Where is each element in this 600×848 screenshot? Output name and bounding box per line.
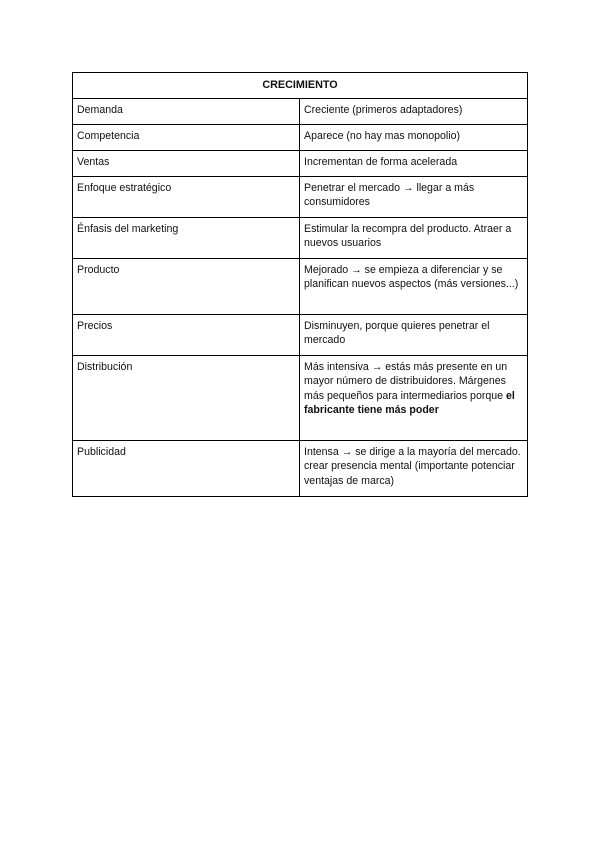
crecimiento-table — [72, 72, 528, 497]
row-label: Precios — [73, 314, 300, 355]
document-page — [72, 72, 527, 497]
row-value: Creciente (primeros adaptadores) — [300, 98, 528, 124]
row-label: Distribución — [73, 355, 300, 440]
row-value: Disminuyen, porque quieres penetrar el mercado — [300, 314, 528, 355]
table-row — [73, 440, 528, 496]
row-value: Aparece (no hay mas monopolio) — [300, 124, 528, 150]
table-row — [73, 355, 528, 440]
row-value-text: Más intensiva → estás más presente en un mayor número de distribuidores. Márgenes más pequeños para intermediarios porque — [304, 360, 508, 402]
table-row — [73, 217, 528, 258]
table-title: CRECIMIENTO — [73, 73, 528, 99]
row-value — [300, 355, 528, 440]
row-value: Estimular la recompra del producto. Atraer a nuevos usuarios — [300, 217, 528, 258]
row-label: Demanda — [73, 98, 300, 124]
table-row — [73, 176, 528, 217]
table-row — [73, 150, 528, 176]
row-value: Mejorado → se empieza a diferenciar y se planifican nuevos aspectos (más versiones...) — [300, 258, 528, 314]
row-label: Ventas — [73, 150, 300, 176]
row-label: Competencia — [73, 124, 300, 150]
table-row — [73, 124, 528, 150]
table-header-row — [73, 73, 528, 99]
row-label: Producto — [73, 258, 300, 314]
row-value: Intensa → se dirige a la mayoría del mercado. crear presencia mental (importante potenciar ventajas de marca) — [300, 440, 528, 496]
table-row — [73, 98, 528, 124]
row-value-emphasis: el fabricante tiene más poder — [304, 389, 515, 417]
table-row — [73, 314, 528, 355]
row-label: Publicidad — [73, 440, 300, 496]
row-value: Penetrar el mercado → llegar a más consumidores — [300, 176, 528, 217]
table-row — [73, 258, 528, 314]
row-label: Enfoque estratégico — [73, 176, 300, 217]
row-label: Énfasis del marketing — [73, 217, 300, 258]
row-value: Incrementan de forma acelerada — [300, 150, 528, 176]
